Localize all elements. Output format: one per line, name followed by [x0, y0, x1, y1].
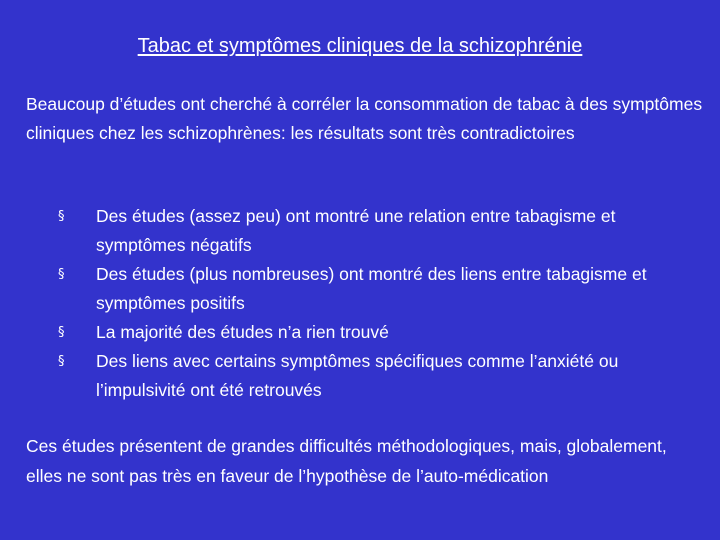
slide-title: Tabac et symptômes cliniques de la schizophrénie	[137, 35, 583, 57]
bullet-item	[0, 202, 720, 260]
bullet-list	[0, 202, 720, 405]
bullet-text: Des liens avec certains symptômes spécifiques comme l’anxiété ou l’impulsivité ont été retrouvés	[96, 351, 619, 400]
bullet-marker: §	[58, 267, 65, 282]
bullet-marker: §	[58, 354, 65, 369]
bullet-text: Des études (assez peu) ont montré une relation entre tabagisme et symptômes négatifs	[96, 206, 616, 255]
bullet-text: La majorité des études n’a rien trouvé	[96, 322, 389, 342]
bullet-marker: §	[58, 325, 65, 340]
bullet-item	[0, 260, 720, 318]
bullet-item	[0, 347, 720, 405]
bullet-marker: §	[58, 209, 65, 224]
intro-paragraph: Beaucoup d’études ont cherché à corréler la consommation de tabac à des symptômes cliniques chez les schizophrènes: les résultats sont très contradictoires	[26, 94, 703, 143]
bullet-item	[0, 318, 720, 347]
bullet-text: Des études (plus nombreuses) ont montré des liens entre tabagisme et symptômes positifs	[96, 264, 647, 313]
conclusion-paragraph: Ces études présentent de grandes difficultés méthodologiques, mais, globalement, elles ne sont pas très en faveur de l’hypothèse de l’auto-médication	[26, 436, 667, 486]
